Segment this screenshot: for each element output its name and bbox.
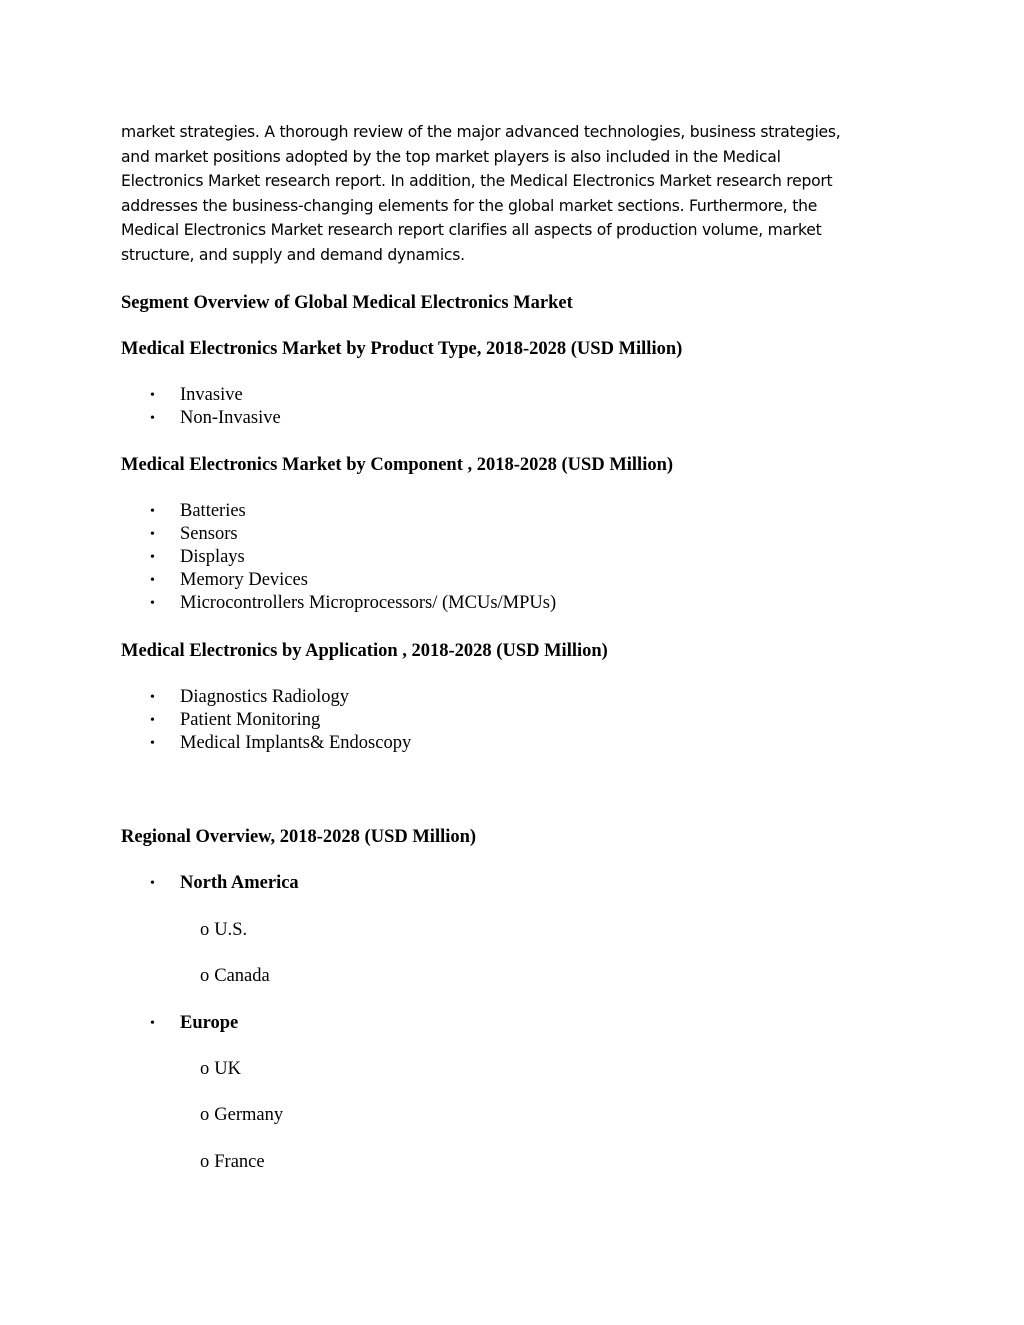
segment-overview-heading: Segment Overview of Global Medical Electronics Market bbox=[121, 293, 573, 313]
country-label: U.S. bbox=[214, 920, 248, 940]
bullet-icon: • bbox=[150, 1016, 155, 1031]
list-item bbox=[150, 569, 308, 592]
bullet-icon: • bbox=[150, 550, 155, 565]
sub-bullet-icon: o bbox=[200, 920, 210, 940]
region-label: Europe bbox=[180, 1013, 239, 1033]
list-item-label: Patient Monitoring bbox=[180, 710, 321, 730]
country-label: Canada bbox=[214, 966, 270, 986]
component-heading: Medical Electronics Market by Component , 2018-2028 (USD Million) bbox=[121, 455, 674, 475]
bullet-icon: • bbox=[150, 876, 155, 891]
country-item bbox=[200, 919, 247, 941]
bullet-icon: • bbox=[150, 411, 155, 426]
region-item bbox=[150, 872, 299, 895]
country-label: Germany bbox=[214, 1105, 284, 1125]
list-item-label: Invasive bbox=[180, 385, 243, 405]
regional-overview-heading: Regional Overview, 2018-2028 (USD Million) bbox=[121, 827, 477, 847]
list-item bbox=[150, 592, 556, 615]
bullet-icon: • bbox=[150, 713, 155, 728]
list-item-label: Displays bbox=[180, 547, 245, 567]
sub-bullet-icon: o bbox=[200, 1152, 210, 1172]
bullet-icon: • bbox=[150, 388, 155, 403]
application-heading: Medical Electronics by Application , 2018-2028 (USD Million) bbox=[121, 641, 608, 661]
country-label: France bbox=[214, 1152, 265, 1172]
bullet-icon: • bbox=[150, 736, 155, 751]
intro-line: Medical Electronics Market research report clarifies all aspects of production volume, market bbox=[121, 221, 822, 240]
list-item bbox=[150, 732, 411, 755]
sub-bullet-icon: o bbox=[200, 966, 210, 986]
bullet-icon: • bbox=[150, 504, 155, 519]
list-item bbox=[150, 500, 246, 523]
list-item bbox=[150, 686, 349, 709]
region-item bbox=[150, 1012, 238, 1035]
list-item-label: Batteries bbox=[180, 501, 246, 521]
bullet-icon: • bbox=[150, 596, 155, 611]
country-item bbox=[200, 1104, 283, 1126]
intro-line: market strategies. A thorough review of the major advanced technologies, business strategies, bbox=[121, 123, 841, 141]
country-item bbox=[200, 1151, 265, 1173]
list-item bbox=[150, 546, 245, 569]
list-item-label: Sensors bbox=[180, 524, 238, 544]
region-label: North America bbox=[180, 873, 299, 893]
country-item bbox=[200, 965, 270, 987]
intro-line: and market positions adopted by the top market players is also included in the Medical bbox=[121, 147, 781, 166]
sub-bullet-icon: o bbox=[200, 1059, 210, 1079]
sub-bullet-icon: o bbox=[200, 1105, 210, 1125]
list-item bbox=[150, 407, 281, 430]
intro-line: structure, and supply and demand dynamics. bbox=[121, 245, 465, 264]
bullet-icon: • bbox=[150, 527, 155, 542]
list-item bbox=[150, 709, 320, 732]
list-item-label: Medical Implants& Endoscopy bbox=[180, 733, 412, 753]
country-label: UK bbox=[214, 1059, 241, 1079]
intro-paragraph bbox=[121, 120, 911, 268]
list-item-label: Diagnostics Radiology bbox=[180, 687, 350, 707]
list-item bbox=[150, 523, 238, 546]
country-item bbox=[200, 1058, 241, 1080]
bullet-icon: • bbox=[150, 573, 155, 588]
product-type-heading: Medical Electronics Market by Product Type, 2018-2028 (USD Million) bbox=[121, 339, 683, 359]
intro-line: Electronics Market research report. In addition, the Medical Electronics Market research report bbox=[121, 172, 833, 191]
list-item bbox=[150, 384, 243, 407]
bullet-icon: • bbox=[150, 690, 155, 705]
intro-line: addresses the business-changing elements for the global market sections. Furthermore, the bbox=[121, 196, 818, 215]
list-item-label: Non-Invasive bbox=[180, 408, 281, 428]
list-item-label: Microcontrollers Microprocessors/ (MCUs/MPUs) bbox=[180, 593, 557, 613]
list-item-label: Memory Devices bbox=[180, 570, 308, 590]
